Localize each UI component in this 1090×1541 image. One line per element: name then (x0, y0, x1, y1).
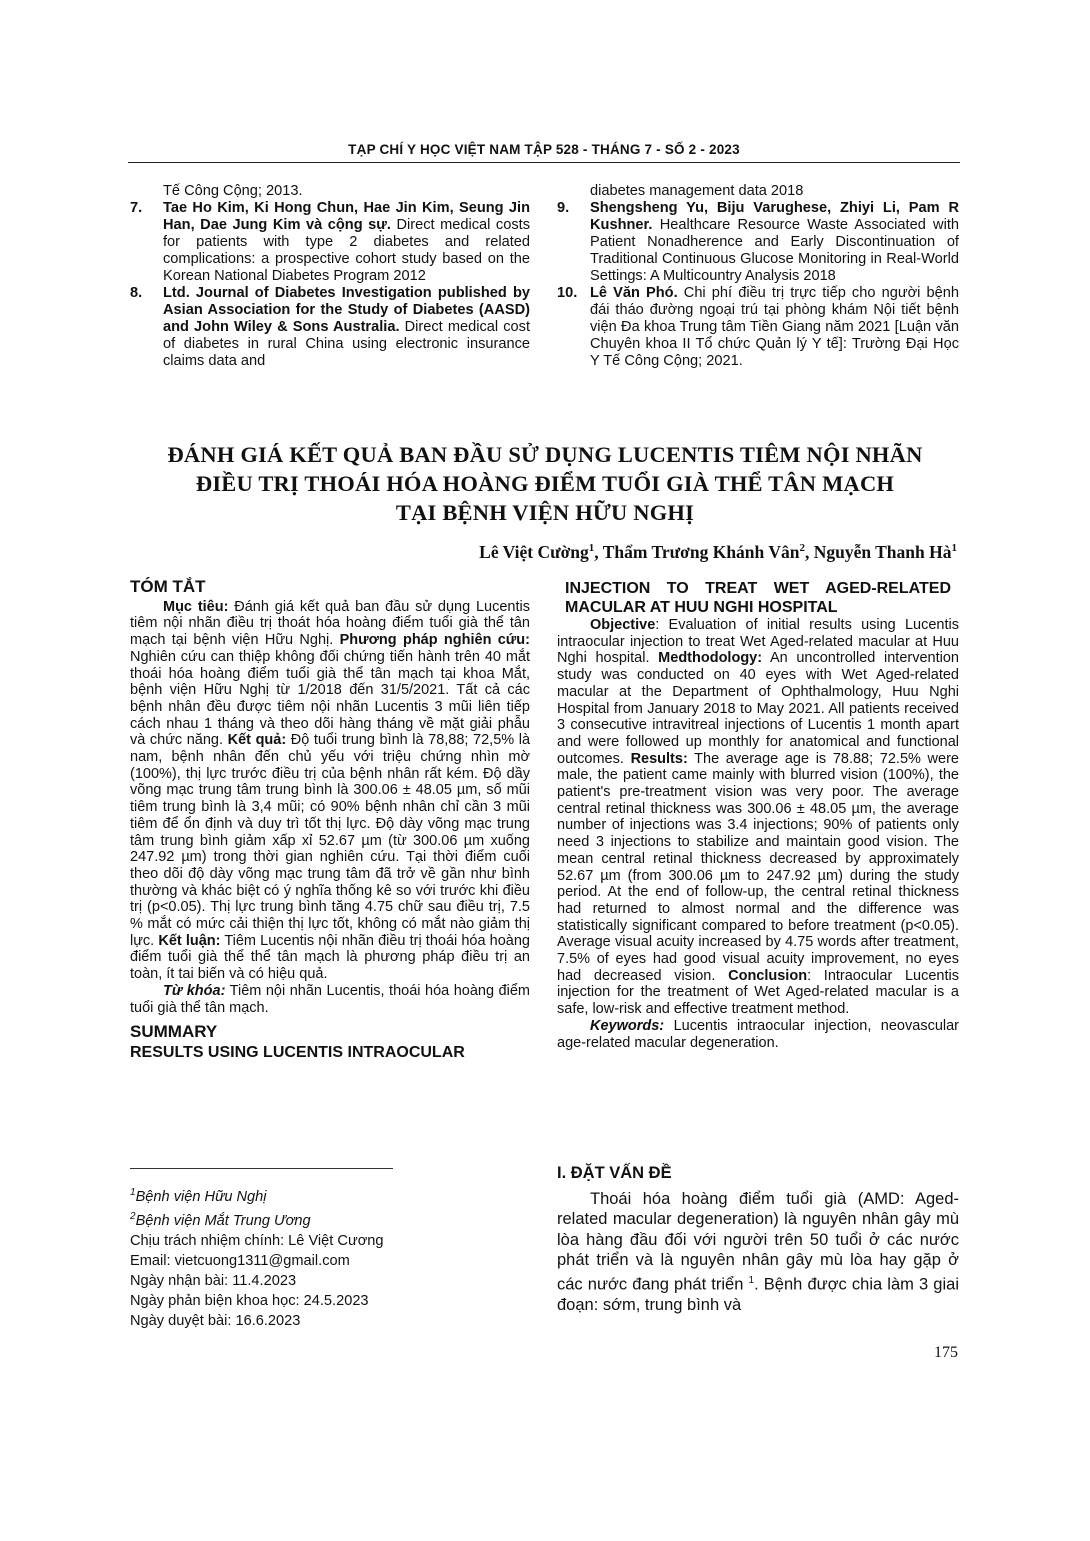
footnote-sup: 1 (130, 1187, 136, 1198)
keywords-en (557, 1018, 959, 1051)
reference-number: 10. (557, 285, 578, 301)
author-name: Lê Việt Cường (479, 542, 589, 562)
header-rule (128, 162, 960, 163)
approval-date: Ngày duyệt bài: 16.6.2023 (130, 1312, 301, 1329)
footnote-sup: 2 (130, 1210, 136, 1222)
reference-9 (557, 200, 959, 285)
reference-number: 9. (557, 200, 570, 216)
keywords-text: Tiêm nội nhãn Lucentis, thoái hóa hoàng điểm tuổi già thể tân mạch. (130, 982, 530, 1016)
conclusion-label: Kết luận: (158, 932, 221, 949)
reference-text: Chi phí điều trị trực tiếp cho người bệnh đái tháo đường ngoại trú tại phòng khám Nội tiết bệnh viện Đa khoa Trung tâm Tiền Giang năm 2021 [Luận văn Chuyên khoa II Tổ chức Quản lý Y tế]: Trường Đại Học Y Tế Công Cộng; 2021. (590, 285, 959, 369)
english-title-part2: INJECTION TO TREAT WET AGED-RELATED MACULAR AT HUU NGHI HOSPITAL (565, 580, 951, 616)
author-affiliation: 1 (951, 542, 957, 555)
results-label: Kết quả: (227, 732, 287, 749)
objective-text: Đánh giá kết quả ban đầu sử dụng Lucentis tiêm nội nhãn điều trị thoát hóa hoàng điểm tuổi già thể tân mạch tại bệnh viện Hữu Nghị. (130, 598, 530, 649)
title-line: ĐIỀU TRỊ THOÁI HÓA HOÀNG ĐIỂM TUỔI GIÀ THỂ TÂN MẠCH (195, 471, 895, 496)
reference-number: 7. (130, 200, 143, 216)
abstract-english (557, 579, 959, 1051)
review-date: Ngày phản biện khoa học: 24.5.2023 (130, 1292, 369, 1309)
reference-authors: Lê Văn Phó. (590, 285, 678, 301)
abstract-vietnamese (130, 579, 530, 1062)
keywords-vi (130, 983, 530, 1016)
reference-text: Direct medical costs for patients with type 2 diabetes and related complications: a prospective cohort study based on the Korean National Diabetes Program 2012 (163, 217, 530, 284)
author-affiliation: 2 (799, 542, 805, 555)
methods-text: An uncontrolled intervention study was conducted on 40 eyes with Wet Aged-related macular at the Department of Ophthalmology, Huu Nghi Hospital from January 2018 to May 2021. All patients received 3 consecutive intravitreal injections of Lucentis 1 month apart and were followed up monthly for anatomical and functional outcomes. (557, 650, 959, 767)
introduction-text (557, 1189, 959, 1316)
english-abstract-body (557, 617, 959, 1018)
methods-label: Medthodology: (658, 650, 763, 667)
footnotes (130, 1183, 530, 1331)
reference-continuation: diabetes management data 2018 (590, 183, 804, 199)
abstract-body (130, 599, 530, 983)
received-date: Ngày nhận bài: 11.4.2023 (130, 1272, 297, 1289)
author-name: Nguyễn Thanh Hà (813, 542, 952, 562)
introduction (557, 1163, 959, 1315)
footnote-rule (130, 1168, 393, 1169)
summary-heading: SUMMARY (130, 1022, 218, 1042)
running-header: TẠP CHÍ Y HỌC VIỆT NAM TẬP 528 - THÁNG 7 - SỐ 2 - 2023 (348, 142, 740, 157)
reference-authors: Tae Ho Kim, Ki Hong Chun, Hae Jin Kim, Seung Jin Han, Dae Jung Kim và cộng sự. (163, 200, 530, 233)
keywords-text: Lucentis intraocular injection, neovascular age-related macular degeneration. (557, 1017, 959, 1051)
reference-number: 8. (130, 285, 143, 301)
intro-text-a: Thoái hóa hoàng điểm tuổi già (AMD: Aged-related macular degeneration) là nguyên nhân gây mù lòa hàng đầu đối với người trên 50 tuổi ở các nước phát triển và là nguyên nhân gây mù lòa hay gặp ở các nước đang phát triển (557, 1189, 959, 1293)
objective-label: Objective (590, 617, 656, 633)
introduction-heading: I. ĐẶT VẤN ĐỀ (557, 1164, 672, 1182)
intro-text-b: . Bệnh được chia làm 3 giai đoạn: sớm, trung bình và (557, 1275, 959, 1314)
reference-7 (130, 200, 530, 285)
reference-authors: Ltd. Journal of Diabetes Investigation published by Asian Association for the Study of Diabetes (AASD) and John Wiley & Sons Australia. (163, 285, 530, 335)
author-list: Lê Việt Cường$^1$, Thẩm Trương Khánh Vân$^2$, Nguyễn Thanh $Hà^1$ (479, 542, 957, 562)
results-text: Độ tuổi trung bình là 78,88; 72,5% là nam, bệnh nhân đến chủ yếu với triệu chứng nhìn mờ (100%), thị lực trước điều trị của bệnh nhân rất kém. Độ dầy võng mạc trung tâm trung bình là 300.06 ± 48.05 µm, số mũi tiêm trung bình là 3,4 mũi; có 90% bệnh nhân chỉ cần 3 mũi tiêm để ổn định và duy trì tốt thị lực. Độ dày võng mạc trung tâm trung bình giảm xấp xỉ 52.67 µm (từ 300.06 µm xuống 247.92 µm) trong thời gian nghiên cứu. Tại thời điểm cuối theo dõi độ dày võng mạc trung tâm đã trở về gần như bình thường và khác biệt có ý nghĩa thống kê so với trước khi điều trị (p<0.05). Thị lực trung bình tăng 4.75 chữ sau điều trị, 7.5 % mắt có mức cải thiện thị lực tốt, không có mắt nào giảm thị lực. (130, 732, 531, 949)
article-title (120, 440, 970, 527)
results-text: The average age is 78.88; 72.5% were male, the patient came mainly with blurred vision (100%), the patient's pre-treatment vision was very poor. The average central retinal thickness was 300.06 ± 48.05 µm, the average number of injections was 3.4 injections; 90% of patients only need 3 injections to stabilize and maintain good vision. The mean central retinal thickness decreased by approximately 52.67 µm (from 300.06 µm to 247.92 µm) during the study period. At the end of follow-up, the central retinal thickness had returned to almost normal and the difference was statistically significant compared to before treatment (p<0.05). Average visual acuity increased by 4.75 words after treatment, 7.5% of eyes had good visual acuity improvement, no eyes had decreased vision. (557, 750, 959, 984)
methods-label: Phương pháp nghiên cứu: (339, 632, 530, 649)
keywords-label: Keywords: (590, 1017, 665, 1034)
english-title-part1: RESULTS USING LUCENTIS INTRAOCULAR (130, 1043, 465, 1061)
author-name: Thẩm Trương Khánh Vân (602, 542, 800, 562)
affiliation-text: Bệnh viện Hữu Nghị (135, 1188, 267, 1205)
conclusion-label: Conclusion (728, 967, 808, 984)
abstract-heading: TÓM TẮT (130, 577, 206, 596)
page-number: 175 (934, 1344, 958, 1361)
citation-sup: 1 (748, 1274, 755, 1286)
conclusion-text: Tiêm Lucentis nội nhãn điều trị thoái hóa hoàng điểm tuổi già thể thể tân mạch là phương pháp điều trị an toàn, ít tai biến và có hiệu quả. (130, 932, 530, 983)
reference-authors: Shengsheng Yu, Biju Varughese, Zhiyi Li, Pam R Kushner. (590, 200, 959, 233)
affiliation-1 (130, 1183, 530, 1207)
email: Email: vietcuong1311@gmail.com (130, 1252, 350, 1269)
affiliation-2 (130, 1207, 530, 1231)
title-line: ĐÁNH GIÁ KẾT QUẢ BAN ĐẦU SỬ DỤNG LUCENTIS TIÊM NỘI NHÃN (167, 442, 923, 467)
affiliation-text: Bệnh viện Mắt Trung Ương (135, 1212, 311, 1229)
references-right (557, 183, 959, 370)
reference-continuation: Tế Công Cộng; 2013. (163, 183, 303, 199)
references-left (130, 183, 530, 370)
methods-text: Nghiên cứu can thiệp không đối chứng tiến hành trên 40 mắt thoái hóa hoàng điểm tuổi già thể tân mạch tại khoa Mắt, bệnh viện Hữu Nghị từ 1/2018 đến 31/5/2021. Tất cả các bệnh nhân đều được tiêm nội nhãn Lucentis 3 mũi liên tiếp cách nhau 1 tháng và theo dõi hàng tháng về mặt giải phẫu và chức năng. (130, 648, 530, 749)
keywords-label: Từ khóa: (163, 982, 226, 999)
reference-8 (130, 285, 530, 370)
reference-10 (557, 285, 959, 370)
title-line: TẠI BỆNH VIỆN HỮU NGHỊ (395, 500, 695, 525)
author-affiliation: 1 (588, 542, 595, 555)
reference-text: Direct medical cost of diabetes in rural China using electronic insurance claims data and (163, 319, 530, 369)
results-label: Results: (630, 750, 688, 767)
reference-text: Healthcare Resource Waste Associated with Patient Nonadherence and Early Discontinuation of Traditional Continuous Glucose Monitoring in Real-World Settings: A Multicountry Analysis 2018 (590, 217, 959, 284)
conclusion-text: : Intraocular Lucentis injection for the treatment of Wet Aged-related macular is a safe, low-risk and effective treatment method. (557, 967, 959, 1018)
objective-text: : Evaluation of initial results using Lucentis intraocular injection to treat Wet Aged-related macular at Huu Nghi hospital. (557, 617, 959, 667)
objective-label: Mục tiêu: (163, 598, 229, 615)
responsible-author: Chịu trách nhiệm chính: Lê Việt Cương (130, 1232, 384, 1249)
